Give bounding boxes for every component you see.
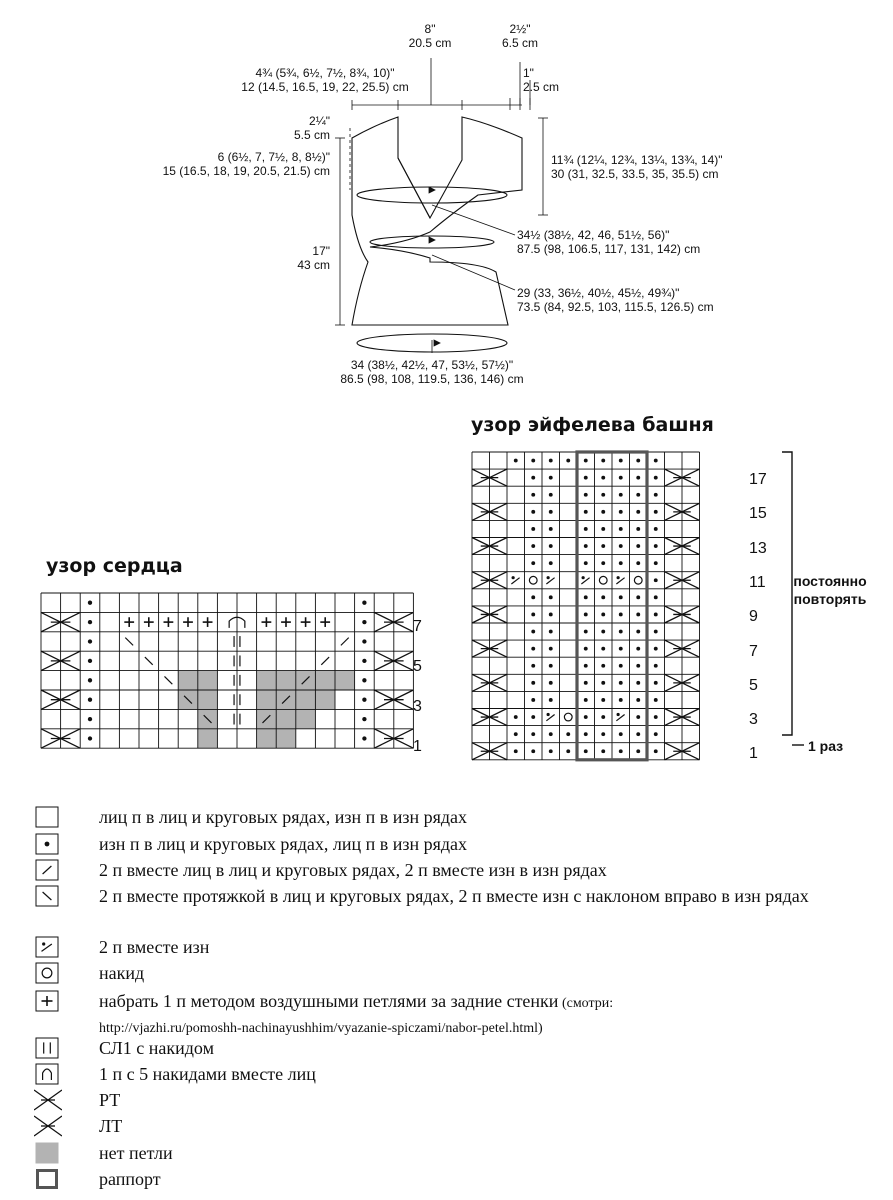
waist-oval — [370, 236, 494, 248]
no-stitch-icon — [34, 1142, 62, 1166]
eiffel-row-number: 9 — [749, 608, 758, 626]
heart-row-number: 3 — [413, 698, 422, 715]
legend-note: (смотри: — [558, 996, 614, 1011]
top-width-label: 8" 20.5 cm — [408, 22, 452, 50]
k1-5yo-icon — [34, 1063, 62, 1087]
armhole-label: 6 (6½, 7, 7½, 8, 8½)" 15 (16.5, 18, 19, 20.5, 21.5) cm — [162, 150, 330, 178]
hip-label: 34 (38½, 42½, 47, 53½, 57½)" 86.5 (98, 108, 119.5, 136, 146) cm — [340, 358, 524, 386]
eiffel-chart — [466, 448, 746, 770]
heart-row-number: 1 — [413, 738, 422, 755]
eiffel-row-number: 3 — [749, 711, 758, 729]
legend-label: СЛ1 с накидом — [99, 1038, 214, 1058]
sleeve-ext-label: 1" 2.5 cm — [523, 66, 560, 94]
eiffel-row-number: 7 — [749, 642, 758, 660]
eiffel-chart-title: узор эйфелева башня — [471, 414, 714, 436]
legend-label: 2 п вместе протяжкой в лиц и круговых рядах, 2 п вместе изн с наклоном вправо в изн рядах — [99, 886, 809, 906]
shoulder-width-label: 2½" 6.5 cm — [501, 22, 538, 50]
eiffel-row-number: 11 — [749, 573, 766, 591]
heart-row-number: 7 — [413, 618, 422, 635]
garment-outline — [352, 117, 522, 325]
lt-icon — [34, 1115, 62, 1139]
knit-icon — [34, 806, 62, 830]
heart-row-number: 5 — [413, 658, 422, 675]
heart-chart — [40, 592, 420, 767]
bust-label: 34½ (38½, 42, 46, 51½, 56)" 87.5 (98, 106.5, 117, 131, 142) cm — [517, 228, 701, 256]
legend-url: http://vjazhi.ru/pomoshh-nachinayushhim/vyazanie-spiczami/nabor-petel.html) — [99, 1021, 543, 1036]
eiffel-row-number: 5 — [749, 676, 758, 694]
sleeve-length-label: 11¾ (12¼, 12¾, 13¼, 13¾, 14)" 30 (31, 32.5, 33.5, 35, 35.5) cm — [551, 153, 723, 181]
k2tog-icon — [34, 859, 62, 883]
legend-label: нет петли — [99, 1143, 173, 1163]
eiffel-row-number: 13 — [749, 539, 767, 557]
garment-schematic — [0, 0, 893, 400]
legend-label: 1 п с 5 накидами вместе лиц — [99, 1064, 316, 1084]
legend-label: набрать 1 п методом воздушными петлями за задние стенки — [99, 991, 559, 1011]
legend-label: ЛТ — [99, 1116, 123, 1136]
legend-label: изн п в лиц и круговых рядах, лиц п в изн рядах — [99, 834, 468, 854]
eiffel-row-number: 1 — [749, 745, 758, 763]
legend-label: раппорт — [99, 1169, 161, 1189]
neck-width-label: 4¾ (5¾, 6½, 7½, 8¾, 10)" 12 (14.5, 16.5, 19, 22, 25.5) cm — [241, 66, 409, 94]
repeat-icon — [34, 1168, 62, 1192]
body-length-label: 17" 43 cm — [297, 244, 330, 272]
legend-label: лиц п в лиц и круговых рядах, изн п в изн рядах — [99, 807, 468, 827]
yo-icon — [34, 962, 62, 986]
eiffel-row-number: 17 — [749, 471, 767, 488]
sl1-yo-icon — [34, 1037, 62, 1061]
legend-label: 2 п вместе лиц в лиц и круговых рядах, 2 п вместе изн в изн рядах — [99, 860, 607, 880]
cast-on-icon — [34, 990, 62, 1014]
heart-chart-title: узор сердца — [46, 555, 183, 577]
rt-icon — [34, 1089, 62, 1113]
ssk-icon — [34, 885, 62, 909]
eiffel-row-number: 15 — [749, 505, 767, 523]
repeat-label: постоянно повторять — [793, 573, 867, 607]
legend-label: накид — [99, 963, 145, 983]
waist-label: 29 (33, 36½, 40½, 45½, 49¾)" 73.5 (84, 92.5, 103, 115.5, 126.5) cm — [517, 286, 714, 314]
p2tog-icon — [34, 936, 62, 960]
legend-label: 2 п вместе изн — [99, 937, 210, 957]
shoulder-depth-label: 2¼" 5.5 cm — [293, 114, 330, 142]
legend-label: РТ — [99, 1090, 121, 1110]
once-label: 1 раз — [808, 738, 844, 754]
purl-icon — [34, 833, 62, 857]
